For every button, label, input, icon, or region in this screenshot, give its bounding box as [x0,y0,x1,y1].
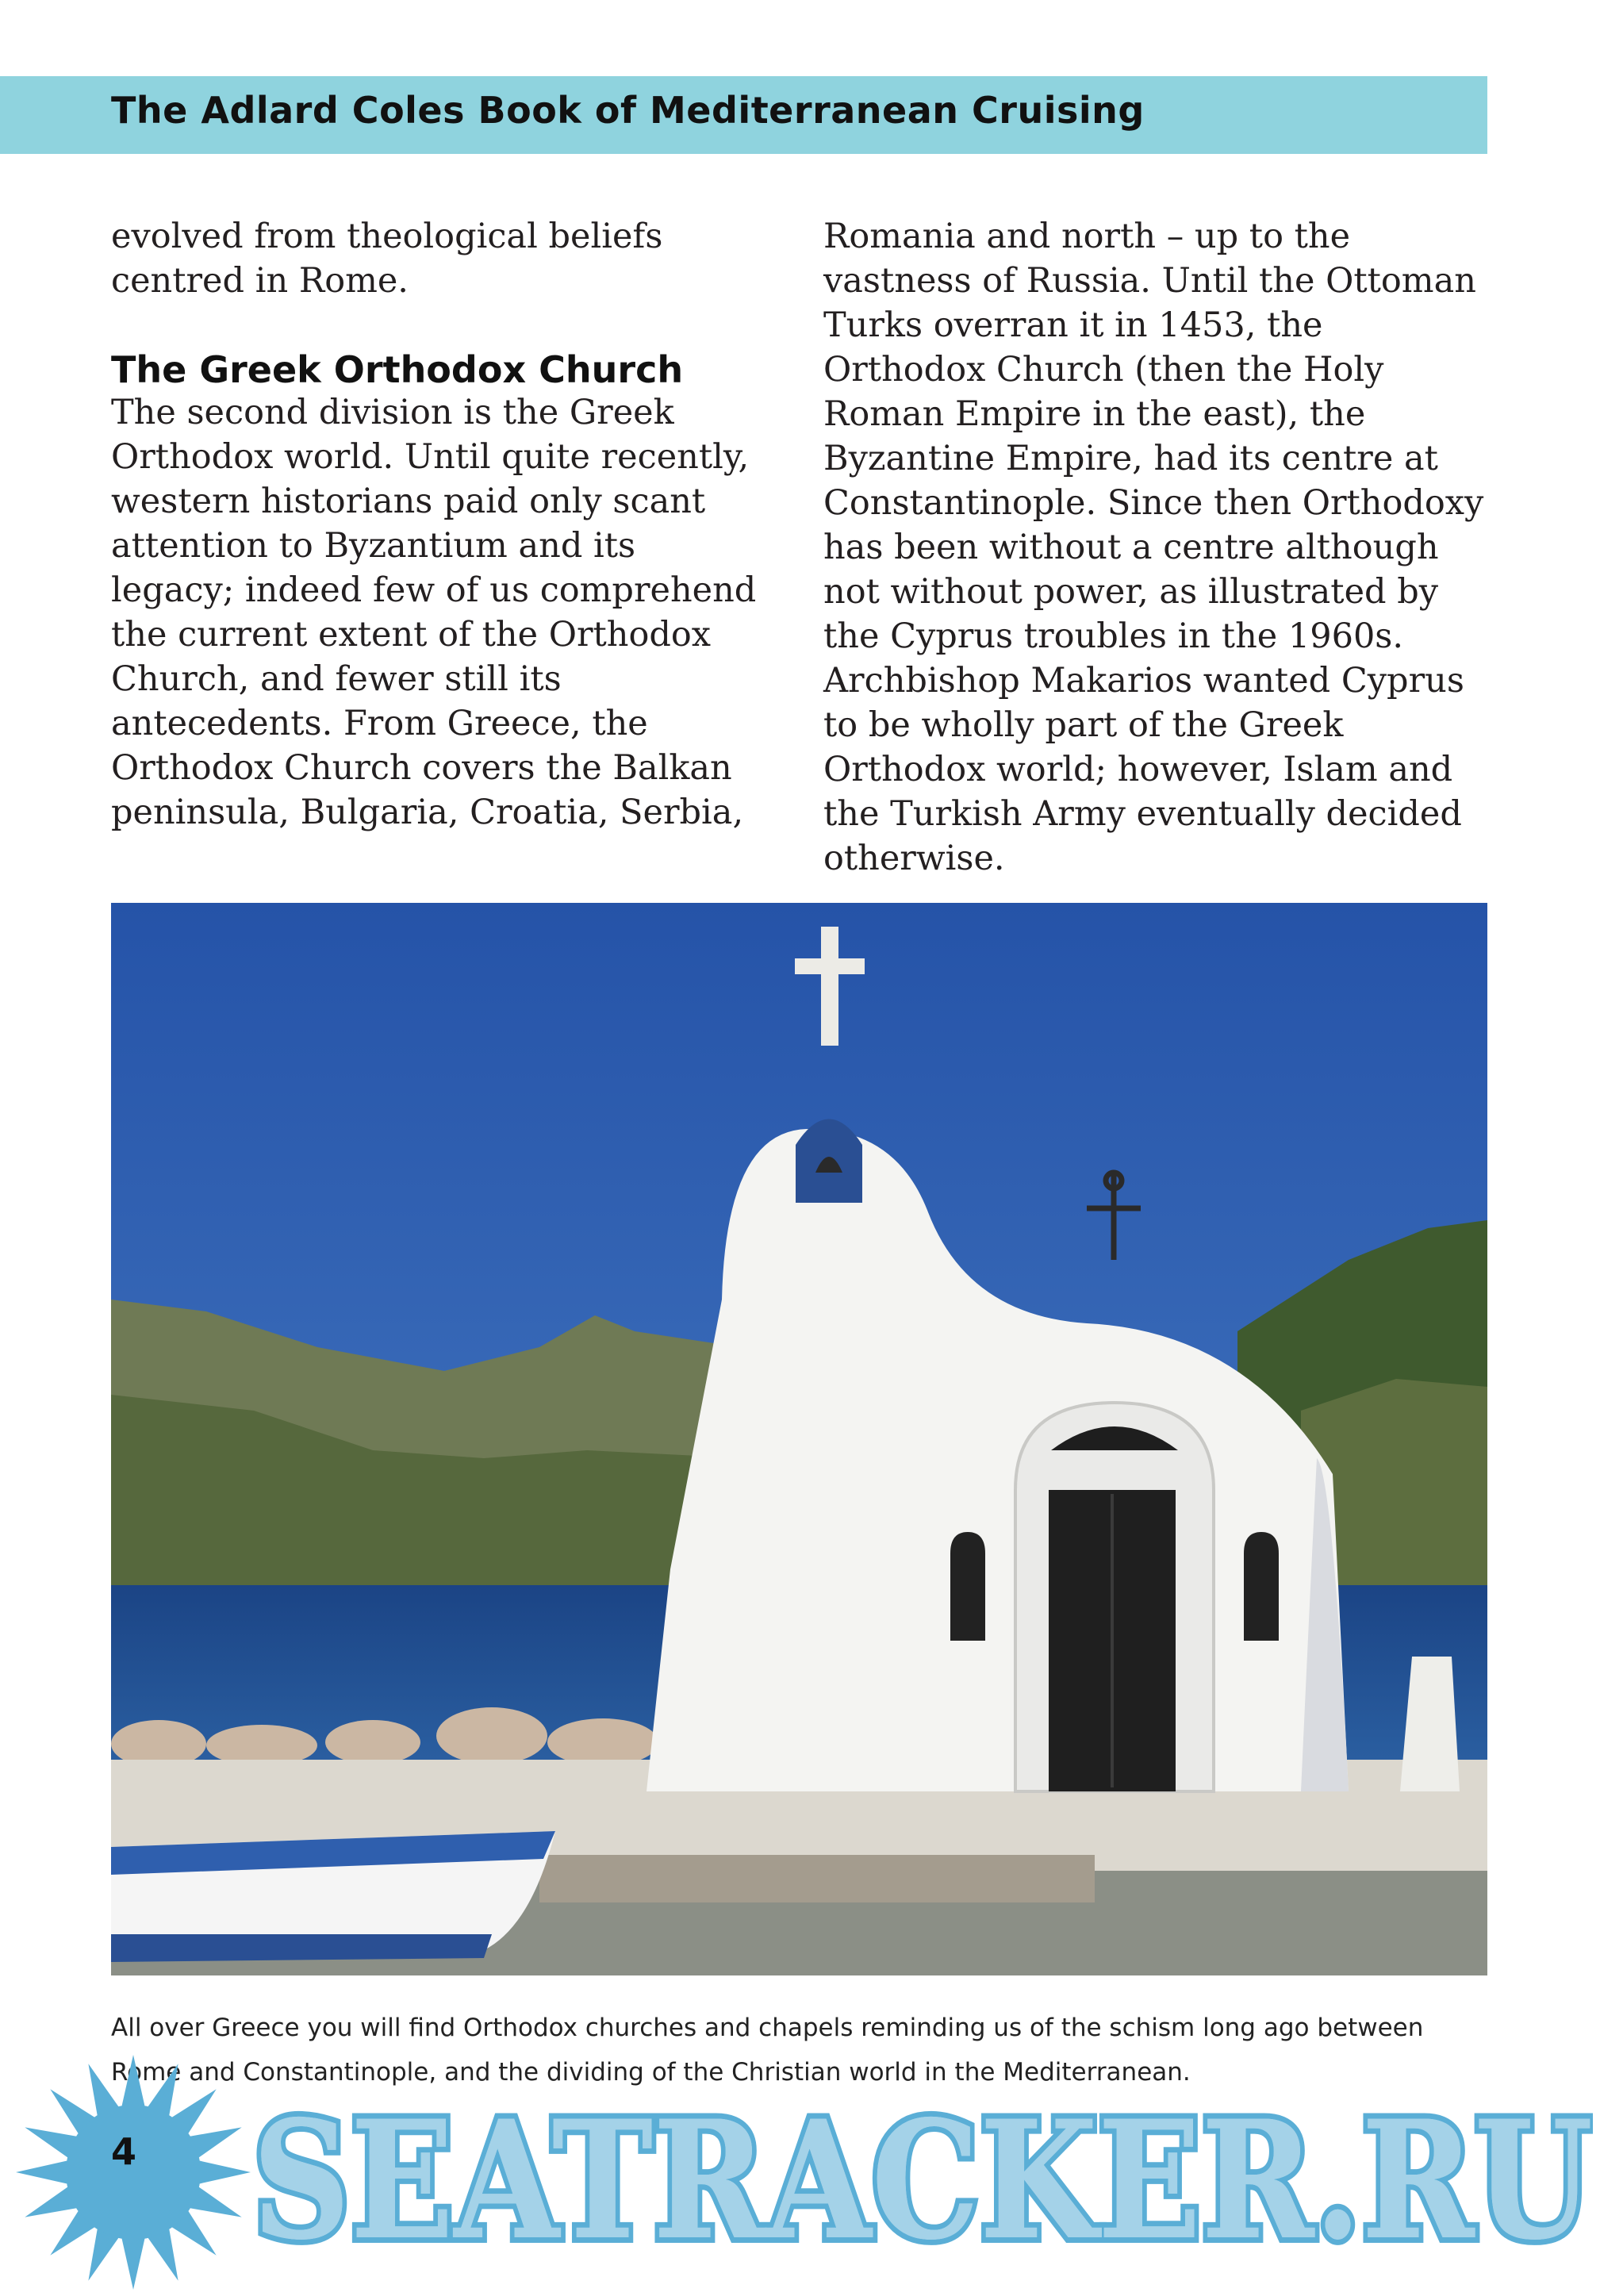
section-heading: The Greek Orthodox Church [111,348,684,391]
watermark-text-fill: SEATRACKER.RU [252,2087,1593,2269]
intro-paragraph: evolved from theological beliefs centred in Rome. [111,217,663,301]
chapel-illustration [111,903,1487,1975]
quay-edge [539,1855,1095,1902]
right-column [823,214,1488,881]
body-paragraph-right: Romania and north – up to the vastness of Russia. Until the Ottoman Turks overran it in 1453, the Orthodox Church (then the Holy Roman Empire in the east), the Byzantine Empire, had its centre at Constantinople. Since then Orthodoxy has been without a centre although not without power, as illustrated by the Cyprus troubles in the 1960s. Archbishop Makarios wanted Cyprus to be wholly part of the Greek Orthodox world; however, Islam and the Turkish Army eventually decided otherwise. [823,217,1484,878]
left-window [950,1532,985,1641]
left-column [111,214,769,835]
right-window [1244,1532,1279,1641]
photo-caption: All over Greece you will find Orthodox churches and chapels reminding us of the schism long ago between Rome and Constantinople, and the dividing of the Christian world in the Mediterranean. [111,2014,1424,2087]
page-number: 4 [111,2130,137,2173]
watermark-logo [252,2087,1593,2269]
watermark-text: SEATRACKER.RU [252,2087,1593,2269]
body-paragraph-left: The second division is the Greek Orthodox world. Until quite recently, western historians paid only scant attention to Byzantium and its legacy; indeed few of us comprehend the current extent of the Orthodox Church, and fewer still its antecedents. From Greece, the Orthodox Church covers the Balkan peninsula, Bulgaria, Croatia, Serbia, [111,393,757,832]
running-header-title: The Adlard Coles Book of Mediterranean Cruising [111,89,1145,132]
chapel-photo [111,903,1487,1975]
boat-keel [111,1934,492,1962]
